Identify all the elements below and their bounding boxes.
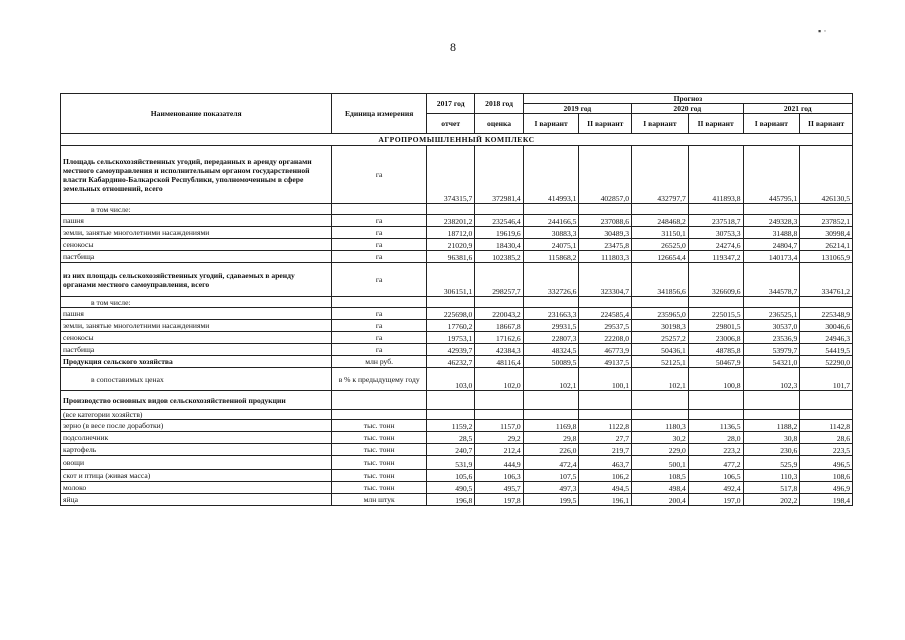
row-value: 27,7 (579, 432, 632, 444)
row-value (579, 410, 632, 420)
table-body (61, 134, 853, 506)
row-name: пашня (61, 308, 332, 320)
row-value: 50089,5 (523, 356, 579, 368)
row-value: 18712,0 (426, 227, 474, 239)
row-unit: га (332, 215, 427, 227)
row-value: 1159,2 (426, 420, 474, 432)
row-value: 42939,7 (426, 344, 474, 356)
row-value: 200,4 (632, 494, 689, 506)
table-row (61, 215, 853, 227)
subheader-2021-v2: II вариант (800, 114, 853, 134)
row-value: 102,1 (632, 368, 689, 391)
row-value: 21020,9 (426, 239, 474, 251)
row-name: сенокосы (61, 332, 332, 344)
row-value: 31488,8 (743, 227, 800, 239)
col-2020-header: 2020 год (632, 104, 743, 114)
row-value: 1188,2 (743, 420, 800, 432)
row-value: 248468,2 (632, 215, 689, 227)
row-value: 237852,1 (800, 215, 853, 227)
row-value: 25257,2 (632, 332, 689, 344)
row-value (579, 204, 632, 215)
table-row (61, 432, 853, 444)
row-value: 18430,4 (475, 239, 523, 251)
row-value (800, 204, 853, 215)
row-value: 220043,2 (475, 308, 523, 320)
row-name: земли, занятые многолетними насаждениями (61, 227, 332, 239)
row-unit (332, 297, 427, 308)
row-unit: тыс. тонн (332, 420, 427, 432)
row-value: 108,6 (800, 470, 853, 482)
row-name: в том числе: (61, 297, 332, 308)
row-value: 24946,3 (800, 332, 853, 344)
row-value: 411893,8 (688, 146, 743, 204)
row-value: 23006,8 (688, 332, 743, 344)
row-value: 52290,0 (800, 356, 853, 368)
row-value: 108,5 (632, 470, 689, 482)
table-row (61, 204, 853, 215)
row-value: 236525,1 (743, 308, 800, 320)
row-value: 500,1 (632, 456, 689, 470)
row-name: картофель (61, 444, 332, 456)
row-value: 494,5 (579, 482, 632, 494)
row-value (426, 410, 474, 420)
row-value: 50467,9 (688, 356, 743, 368)
row-value: 525,9 (743, 456, 800, 470)
row-value: 240,7 (426, 444, 474, 456)
row-value: 102,3 (743, 368, 800, 391)
row-value: 444,9 (475, 456, 523, 470)
row-value: 230,6 (743, 444, 800, 456)
row-value: 131065,9 (800, 251, 853, 263)
row-value: 237088,6 (579, 215, 632, 227)
row-value: 30,8 (743, 432, 800, 444)
row-value (475, 297, 523, 308)
page-number: 8 (450, 40, 456, 54)
row-value: 29537,5 (579, 320, 632, 332)
row-value (426, 204, 474, 215)
table-row (61, 470, 853, 482)
row-value (743, 391, 800, 410)
row-value (800, 297, 853, 308)
row-value: 477,2 (688, 456, 743, 470)
row-value: 225348,9 (800, 308, 853, 320)
row-value (800, 391, 853, 410)
row-unit: тыс. тонн (332, 482, 427, 494)
row-value: 224585,4 (579, 308, 632, 320)
table-row (61, 356, 853, 368)
row-value (800, 410, 853, 420)
table-row (61, 320, 853, 332)
row-value: 1136,5 (688, 420, 743, 432)
row-value: 19619,6 (475, 227, 523, 239)
row-value: 326609,6 (688, 263, 743, 297)
row-unit (332, 204, 427, 215)
row-name: Производство основных видов сельскохозяйственной продукции (61, 391, 332, 410)
row-value: 231663,3 (523, 308, 579, 320)
row-value: 106,3 (475, 470, 523, 482)
row-value: 332726,6 (523, 263, 579, 297)
row-value (632, 410, 689, 420)
row-value (688, 391, 743, 410)
row-name: зерно (в весе после доработки) (61, 420, 332, 432)
row-value: 30046,6 (800, 320, 853, 332)
row-name: в сопоставимых ценах (61, 368, 332, 391)
row-value (579, 391, 632, 410)
row-value (688, 410, 743, 420)
row-value (632, 204, 689, 215)
row-value: 223,2 (688, 444, 743, 456)
row-value: 30198,3 (632, 320, 689, 332)
row-value: 196,8 (426, 494, 474, 506)
row-value (743, 297, 800, 308)
row-value: 31150,1 (632, 227, 689, 239)
row-value: 119347,2 (688, 251, 743, 263)
col-name-header: Наименование показателя (61, 94, 332, 134)
row-value (743, 204, 800, 215)
table-row (61, 308, 853, 320)
row-value: 48116,4 (475, 356, 523, 368)
row-value: 26214,1 (800, 239, 853, 251)
row-unit: га (332, 332, 427, 344)
table-row (61, 332, 853, 344)
row-value: 107,5 (523, 470, 579, 482)
scan-speck: ▪ · (818, 26, 827, 36)
row-unit: тыс. тонн (332, 444, 427, 456)
row-unit: га (332, 251, 427, 263)
row-value: 495,7 (475, 482, 523, 494)
row-value: 306151,1 (426, 263, 474, 297)
row-value: 226,0 (523, 444, 579, 456)
row-value: 101,7 (800, 368, 853, 391)
col-2021-header: 2021 год (743, 104, 852, 114)
row-value: 374315,7 (426, 146, 474, 204)
row-value: 54419,5 (800, 344, 853, 356)
row-value: 17760,2 (426, 320, 474, 332)
subheader-2021-v1: I вариант (743, 114, 800, 134)
row-value: 24274,6 (688, 239, 743, 251)
row-value (475, 204, 523, 215)
row-value: 463,7 (579, 456, 632, 470)
subheader-2019-v2: II вариант (579, 114, 632, 134)
row-value: 344578,7 (743, 263, 800, 297)
row-value: 29,8 (523, 432, 579, 444)
row-value: 30883,3 (523, 227, 579, 239)
row-value: 30489,3 (579, 227, 632, 239)
row-value: 52125,1 (632, 356, 689, 368)
row-value (426, 391, 474, 410)
row-value: 472,4 (523, 456, 579, 470)
row-value: 126654,4 (632, 251, 689, 263)
row-value: 244166,5 (523, 215, 579, 227)
row-unit: тыс. тонн (332, 456, 427, 470)
row-value: 100,8 (688, 368, 743, 391)
row-value: 30998,4 (800, 227, 853, 239)
row-value: 29801,5 (688, 320, 743, 332)
row-value (475, 391, 523, 410)
row-value: 46232,7 (426, 356, 474, 368)
row-value: 22807,3 (523, 332, 579, 344)
table-row (61, 420, 853, 432)
row-unit (332, 410, 427, 420)
row-value: 28,5 (426, 432, 474, 444)
row-value (632, 297, 689, 308)
row-value: 102,0 (475, 368, 523, 391)
row-value: 372981,4 (475, 146, 523, 204)
row-value: 498,4 (632, 482, 689, 494)
row-name: Площадь сельскохозяйственных угодий, переданных в аренду органами местного самоуправления и исполнительным органом государственной власти Кабардино-Балкарской Республики, уполномоченным в сфере земельных отношений, всего (61, 146, 332, 204)
row-unit: млн руб. (332, 356, 427, 368)
row-value: 197,0 (688, 494, 743, 506)
row-unit (332, 391, 427, 410)
row-value: 111803,3 (579, 251, 632, 263)
table-header (61, 94, 853, 134)
row-value: 28,6 (800, 432, 853, 444)
row-value: 238201,2 (426, 215, 474, 227)
row-value: 28,0 (688, 432, 743, 444)
row-unit: га (332, 308, 427, 320)
row-value: 212,4 (475, 444, 523, 456)
row-value: 1157,0 (475, 420, 523, 432)
row-value: 30537,0 (743, 320, 800, 332)
subheader-2020-v2: II вариант (688, 114, 743, 134)
col-2017-header: 2017 год (426, 94, 474, 114)
row-value: 197,8 (475, 494, 523, 506)
row-value (743, 410, 800, 420)
row-value: 232546,4 (475, 215, 523, 227)
row-value: 298257,7 (475, 263, 523, 297)
table-row (61, 344, 853, 356)
row-value: 140173,4 (743, 251, 800, 263)
row-value: 334761,2 (800, 263, 853, 297)
row-value: 24804,7 (743, 239, 800, 251)
indicators-table (60, 93, 853, 506)
subheader-2020-v1: I вариант (632, 114, 689, 134)
row-name: Продукция сельского хозяйства (61, 356, 332, 368)
row-value: 219,7 (579, 444, 632, 456)
row-value: 432797,7 (632, 146, 689, 204)
table-row (61, 368, 853, 391)
col-2019-header: 2019 год (523, 104, 631, 114)
row-value (523, 204, 579, 215)
row-value (579, 297, 632, 308)
row-value: 106,5 (688, 470, 743, 482)
row-name: яйца (61, 494, 332, 506)
subheader-2019-v1: I вариант (523, 114, 579, 134)
row-value (523, 410, 579, 420)
row-name: в том числе: (61, 204, 332, 215)
row-name: земли, занятые многолетними насаждениями (61, 320, 332, 332)
row-value: 17162,6 (475, 332, 523, 344)
row-value: 19753,1 (426, 332, 474, 344)
row-value: 492,4 (688, 482, 743, 494)
row-unit: в % к предыдущему году (332, 368, 427, 391)
table-row (61, 391, 853, 410)
subheader-estimate: оценка (475, 114, 523, 134)
row-value: 49137,5 (579, 356, 632, 368)
row-value: 110,3 (743, 470, 800, 482)
table-row (61, 251, 853, 263)
table-row (61, 456, 853, 470)
row-value: 50436,1 (632, 344, 689, 356)
row-value: 199,5 (523, 494, 579, 506)
row-value: 23536,9 (743, 332, 800, 344)
row-value (475, 410, 523, 420)
row-value (688, 297, 743, 308)
row-value: 29,2 (475, 432, 523, 444)
row-value: 53979,7 (743, 344, 800, 356)
table-row (61, 410, 853, 420)
row-value: 249328,3 (743, 215, 800, 227)
row-value: 402857,0 (579, 146, 632, 204)
row-value: 1180,3 (632, 420, 689, 432)
row-value: 18667,8 (475, 320, 523, 332)
table-row (61, 239, 853, 251)
row-value (426, 297, 474, 308)
row-name: подсолнечник (61, 432, 332, 444)
row-value: 103,0 (426, 368, 474, 391)
row-value: 223,5 (800, 444, 853, 456)
row-unit: га (332, 344, 427, 356)
row-value: 115868,2 (523, 251, 579, 263)
row-value: 46773,9 (579, 344, 632, 356)
row-value: 341856,6 (632, 263, 689, 297)
row-value: 237518,7 (688, 215, 743, 227)
row-unit: га (332, 239, 427, 251)
row-value: 496,5 (800, 456, 853, 470)
row-value: 196,1 (579, 494, 632, 506)
row-value: 23475,8 (579, 239, 632, 251)
row-value: 42384,3 (475, 344, 523, 356)
row-value: 225015,5 (688, 308, 743, 320)
row-name: молоко (61, 482, 332, 494)
row-unit: га (332, 263, 427, 297)
row-unit: га (332, 227, 427, 239)
row-value: 102385,2 (475, 251, 523, 263)
row-value (632, 391, 689, 410)
row-value: 26525,0 (632, 239, 689, 251)
row-value: 29931,5 (523, 320, 579, 332)
table-row (61, 297, 853, 308)
row-value: 106,2 (579, 470, 632, 482)
table-row (61, 263, 853, 297)
row-value: 235965,0 (632, 308, 689, 320)
row-value: 24075,1 (523, 239, 579, 251)
row-name: пашня (61, 215, 332, 227)
row-value: 229,0 (632, 444, 689, 456)
row-value (523, 391, 579, 410)
row-unit: га (332, 146, 427, 204)
row-unit: млн штук (332, 494, 427, 506)
row-value (688, 204, 743, 215)
table-row (61, 482, 853, 494)
row-value: 30,2 (632, 432, 689, 444)
forecast-header: Прогноз (523, 94, 852, 104)
row-name: овощи (61, 456, 332, 470)
table-row (61, 444, 853, 456)
col-unit-header: Единица измерения (332, 94, 427, 134)
table-row (61, 227, 853, 239)
row-value: 30753,3 (688, 227, 743, 239)
row-value: 517,8 (743, 482, 800, 494)
row-value: 323304,7 (579, 263, 632, 297)
row-value: 225698,0 (426, 308, 474, 320)
row-name: (все категории хозяйств) (61, 410, 332, 420)
row-value: 54321,0 (743, 356, 800, 368)
row-value: 426130,5 (800, 146, 853, 204)
row-value: 102,1 (523, 368, 579, 391)
row-value: 497,3 (523, 482, 579, 494)
table-row (61, 494, 853, 506)
row-value: 105,6 (426, 470, 474, 482)
row-value: 1142,8 (800, 420, 853, 432)
row-value: 496,9 (800, 482, 853, 494)
row-value: 414993,1 (523, 146, 579, 204)
table-row (61, 146, 853, 204)
row-value: 531,9 (426, 456, 474, 470)
row-unit: тыс. тонн (332, 432, 427, 444)
row-name: пастбища (61, 251, 332, 263)
row-value: 100,1 (579, 368, 632, 391)
row-value: 22208,0 (579, 332, 632, 344)
row-value: 1122,8 (579, 420, 632, 432)
subheader-report: отчет (426, 114, 474, 134)
row-name: сенокосы (61, 239, 332, 251)
row-value: 96381,6 (426, 251, 474, 263)
row-value: 198,4 (800, 494, 853, 506)
row-name: из них площадь сельскохозяйственных угодий, сдаваемых в аренду органами местного самоуправления, всего (61, 263, 332, 297)
row-unit: тыс. тонн (332, 470, 427, 482)
row-name: пастбища (61, 344, 332, 356)
row-unit: га (332, 320, 427, 332)
row-value (523, 297, 579, 308)
row-name: скот и птица (живая масса) (61, 470, 332, 482)
section-title: АГРОПРОМЫШЛЕННЫЙ КОМПЛЕКС (61, 134, 853, 146)
row-value: 445795,1 (743, 146, 800, 204)
row-value: 48785,8 (688, 344, 743, 356)
row-value: 490,5 (426, 482, 474, 494)
row-value: 48324,5 (523, 344, 579, 356)
col-2018-header: 2018 год (475, 94, 523, 114)
row-value: 202,2 (743, 494, 800, 506)
row-value: 1169,8 (523, 420, 579, 432)
